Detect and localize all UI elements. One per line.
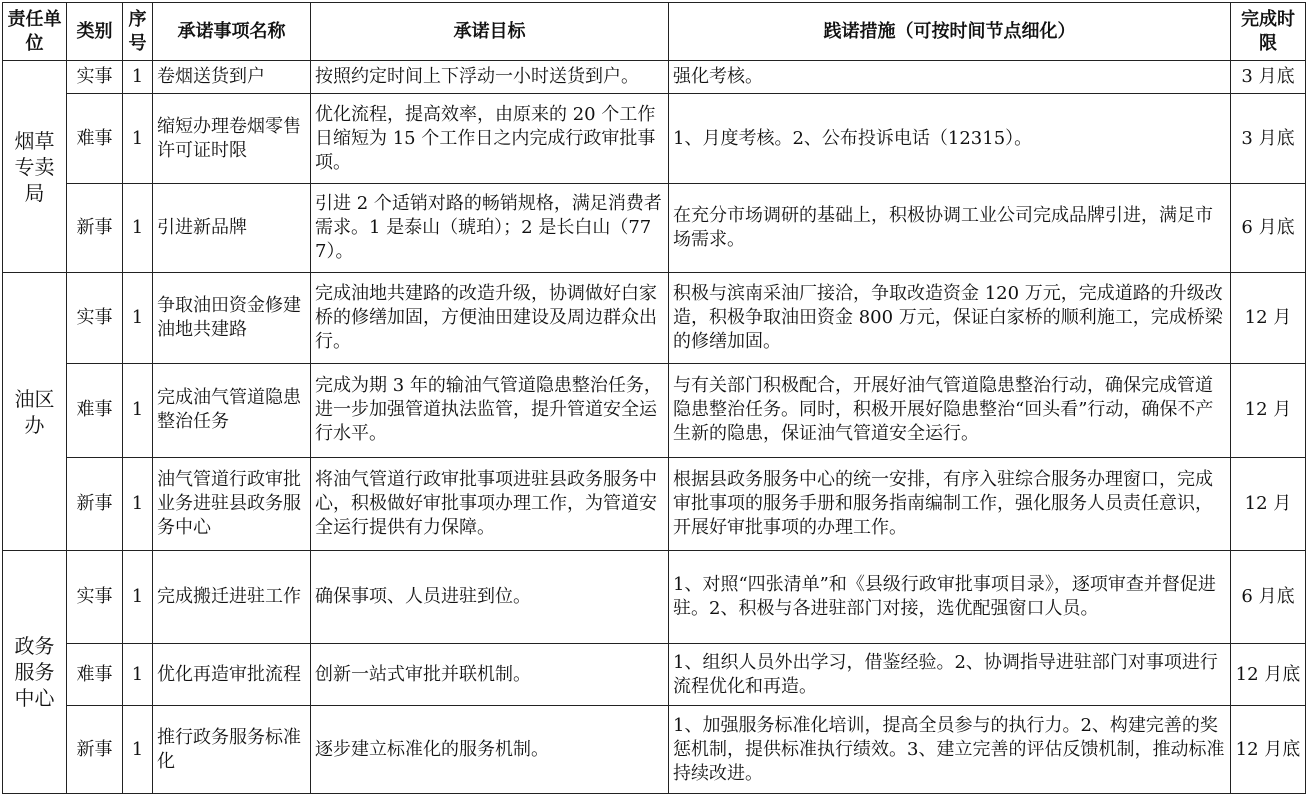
header-unit: 责任单位 — [3, 3, 67, 61]
deadline-cell: 3 月底 — [1231, 94, 1306, 184]
header-category: 类别 — [67, 3, 123, 61]
header-row — [3, 3, 1306, 61]
seq-cell: 1 — [123, 364, 153, 458]
seq-cell: 1 — [123, 61, 153, 94]
item-cell: 卷烟送货到户 — [153, 61, 311, 94]
measures-cell: 1、加强服务标准化培训，提高全员参与的执行力。2、构建完善的奖惩机制，提供标准执行绩效。3、建立完善的评估反馈机制，推动标准持续改进。 — [669, 706, 1231, 794]
category-cell: 难事 — [67, 364, 123, 458]
deadline-cell: 6 月底 — [1231, 551, 1306, 644]
seq-cell: 1 — [123, 273, 153, 364]
goal-cell: 优化流程，提高效率，由原来的 20 个工作日缩短为 15 个工作日之内完成行政审批事项。 — [311, 94, 669, 184]
unit-cell: 烟草专卖局 — [3, 61, 67, 273]
category-cell: 实事 — [67, 273, 123, 364]
seq-cell: 1 — [123, 457, 153, 551]
unit-cell: 油区办 — [3, 273, 67, 551]
commitment-table — [2, 2, 1306, 794]
header-seq: 序号 — [123, 3, 153, 61]
header-deadline: 完成时限 — [1231, 3, 1306, 61]
header-measures: 践诺措施（可按时间节点细化） — [669, 3, 1231, 61]
deadline-cell: 12 月底 — [1231, 643, 1306, 705]
item-cell: 完成油气管道隐患整治任务 — [153, 364, 311, 458]
seq-cell: 1 — [123, 643, 153, 705]
measures-cell: 1、对照“四张清单”和《县级行政审批事项目录》，逐项审查并督促进驻。2、积极与各进驻部门对接，选优配强窗口人员。 — [669, 551, 1231, 644]
deadline-cell: 12 月 — [1231, 364, 1306, 458]
deadline-cell: 3 月底 — [1231, 61, 1306, 94]
seq-cell: 1 — [123, 551, 153, 644]
table-row — [3, 643, 1306, 705]
deadline-cell: 12 月 — [1231, 273, 1306, 364]
item-cell: 油气管道行政审批业务进驻县政务服务中心 — [153, 457, 311, 551]
measures-cell: 1、月度考核。2、公布投诉电话（12315）。 — [669, 94, 1231, 184]
table-row — [3, 364, 1306, 458]
category-cell: 新事 — [67, 183, 123, 273]
item-cell: 引进新品牌 — [153, 183, 311, 273]
table-row — [3, 273, 1306, 364]
goal-cell: 引进 2 个适销对路的畅销规格，满足消费者需求。1 是泰山（琥珀）；2 是长白山（777）。 — [311, 183, 669, 273]
table-row — [3, 94, 1306, 184]
goal-cell: 将油气管道行政审批事项进驻县政务服务中心，积极做好审批事项办理工作，为管道安全运行提供有力保障。 — [311, 457, 669, 551]
measures-cell: 根据县政务服务中心的统一安排，有序入驻综合服务办理窗口，完成审批事项的服务手册和服务指南编制工作，强化服务人员责任意识，开展好审批事项的办理工作。 — [669, 457, 1231, 551]
goal-cell: 完成油地共建路的改造升级，协调做好白家桥的修缮加固，方便油田建设及周边群众出行。 — [311, 273, 669, 364]
item-cell: 优化再造审批流程 — [153, 643, 311, 705]
table-row — [3, 183, 1306, 273]
item-cell: 推行政务服务标准化 — [153, 706, 311, 794]
category-cell: 实事 — [67, 551, 123, 644]
seq-cell: 1 — [123, 183, 153, 273]
header-item: 承诺事项名称 — [153, 3, 311, 61]
goal-cell: 逐步建立标准化的服务机制。 — [311, 706, 669, 794]
measures-cell: 强化考核。 — [669, 61, 1231, 94]
category-cell: 实事 — [67, 61, 123, 94]
measures-cell: 积极与滨南采油厂接洽，争取改造资金 120 万元，完成道路的升级改造，积极争取油田资金 800 万元，保证白家桥的顺利施工，完成桥梁的修缮加固。 — [669, 273, 1231, 364]
goal-cell: 完成为期 3 年的输油气管道隐患整治任务，进一步加强管道执法监管，提升管道安全运行水平。 — [311, 364, 669, 458]
table-row — [3, 61, 1306, 94]
header-goal: 承诺目标 — [311, 3, 669, 61]
item-cell: 完成搬迁进驻工作 — [153, 551, 311, 644]
table-row — [3, 457, 1306, 551]
table-row — [3, 706, 1306, 794]
category-cell: 新事 — [67, 457, 123, 551]
goal-cell: 确保事项、人员进驻到位。 — [311, 551, 669, 644]
unit-cell: 政务服务中心 — [3, 551, 67, 794]
seq-cell: 1 — [123, 94, 153, 184]
measures-cell: 1、组织人员外出学习，借鉴经验。2、协调指导进驻部门对事项进行流程优化和再造。 — [669, 643, 1231, 705]
goal-cell: 按照约定时间上下浮动一小时送货到户。 — [311, 61, 669, 94]
deadline-cell: 12 月底 — [1231, 706, 1306, 794]
table-row — [3, 551, 1306, 644]
measures-cell: 在充分市场调研的基础上，积极协调工业公司完成品牌引进，满足市场需求。 — [669, 183, 1231, 273]
category-cell: 新事 — [67, 706, 123, 794]
item-cell: 缩短办理卷烟零售许可证时限 — [153, 94, 311, 184]
measures-cell: 与有关部门积极配合，开展好油气管道隐患整治行动，确保完成管道隐患整治任务。同时，积极开展好隐患整治“回头看”行动，确保不产生新的隐患，保证油气管道安全运行。 — [669, 364, 1231, 458]
category-cell: 难事 — [67, 643, 123, 705]
seq-cell: 1 — [123, 706, 153, 794]
item-cell: 争取油田资金修建油地共建路 — [153, 273, 311, 364]
goal-cell: 创新一站式审批并联机制。 — [311, 643, 669, 705]
deadline-cell: 6 月底 — [1231, 183, 1306, 273]
deadline-cell: 12 月 — [1231, 457, 1306, 551]
category-cell: 难事 — [67, 94, 123, 184]
